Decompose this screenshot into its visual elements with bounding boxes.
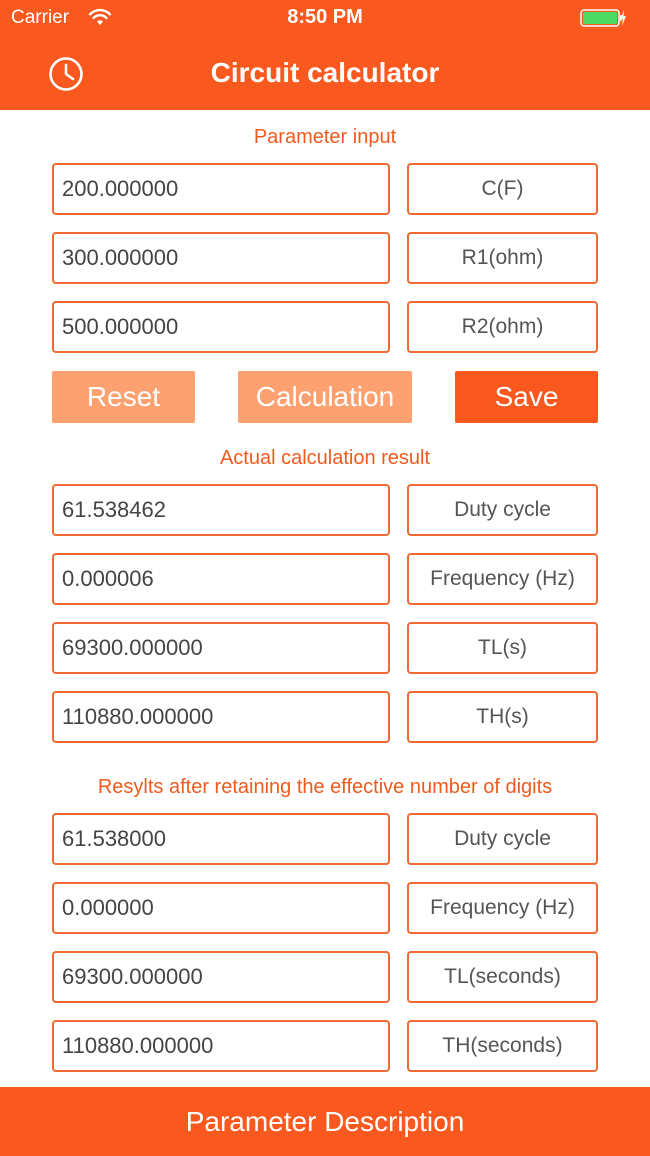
tl-value[interactable]: 69300.000000 [52, 622, 390, 674]
parameter-input-heading: Parameter input [253, 126, 397, 148]
capacitance-label: C(F) [407, 163, 598, 215]
save-button[interactable]: Save [455, 371, 598, 423]
r2-input[interactable]: 500.000000 [52, 301, 390, 353]
duty-cycle-effective-label: Duty cycle [407, 813, 598, 865]
calculation-button[interactable]: Calculation [238, 371, 412, 423]
parameter-description-button[interactable]: Parameter Description [0, 1087, 650, 1156]
th-value[interactable]: 110880.000000 [52, 691, 390, 743]
duty-cycle-value[interactable]: 61.538462 [52, 484, 390, 536]
r2-label: R2(ohm) [407, 301, 598, 353]
status-time: 8:50 PM [287, 6, 363, 28]
th-effective-label: TH(seconds) [407, 1020, 598, 1072]
capacitance-input[interactable]: 200.000000 [52, 163, 390, 215]
page-title: Circuit calculator [210, 57, 440, 88]
battery-charging-icon [580, 8, 626, 28]
th-label: TH(s) [407, 691, 598, 743]
frequency-effective-label: Frequency (Hz) [407, 882, 598, 934]
duty-cycle-effective-value[interactable]: 61.538000 [52, 813, 390, 865]
effective-result-heading: Resylts after retaining the effective number of digits [97, 776, 553, 798]
carrier-label: Carrier [11, 7, 70, 28]
tl-label: TL(s) [407, 622, 598, 674]
r1-label: R1(ohm) [407, 232, 598, 284]
frequency-effective-value[interactable]: 0.000000 [52, 882, 390, 934]
actual-result-heading: Actual calculation result [219, 447, 431, 469]
th-effective-value[interactable]: 110880.000000 [52, 1020, 390, 1072]
status-bar [0, 0, 650, 36]
frequency-label: Frequency (Hz) [407, 553, 598, 605]
frequency-value[interactable]: 0.000006 [52, 553, 390, 605]
r1-input[interactable]: 300.000000 [52, 232, 390, 284]
duty-cycle-label: Duty cycle [407, 484, 598, 536]
navigation-header [0, 0, 650, 110]
tl-effective-label: TL(seconds) [407, 951, 598, 1003]
reset-button[interactable]: Reset [52, 371, 195, 423]
tl-effective-value[interactable]: 69300.000000 [52, 951, 390, 1003]
